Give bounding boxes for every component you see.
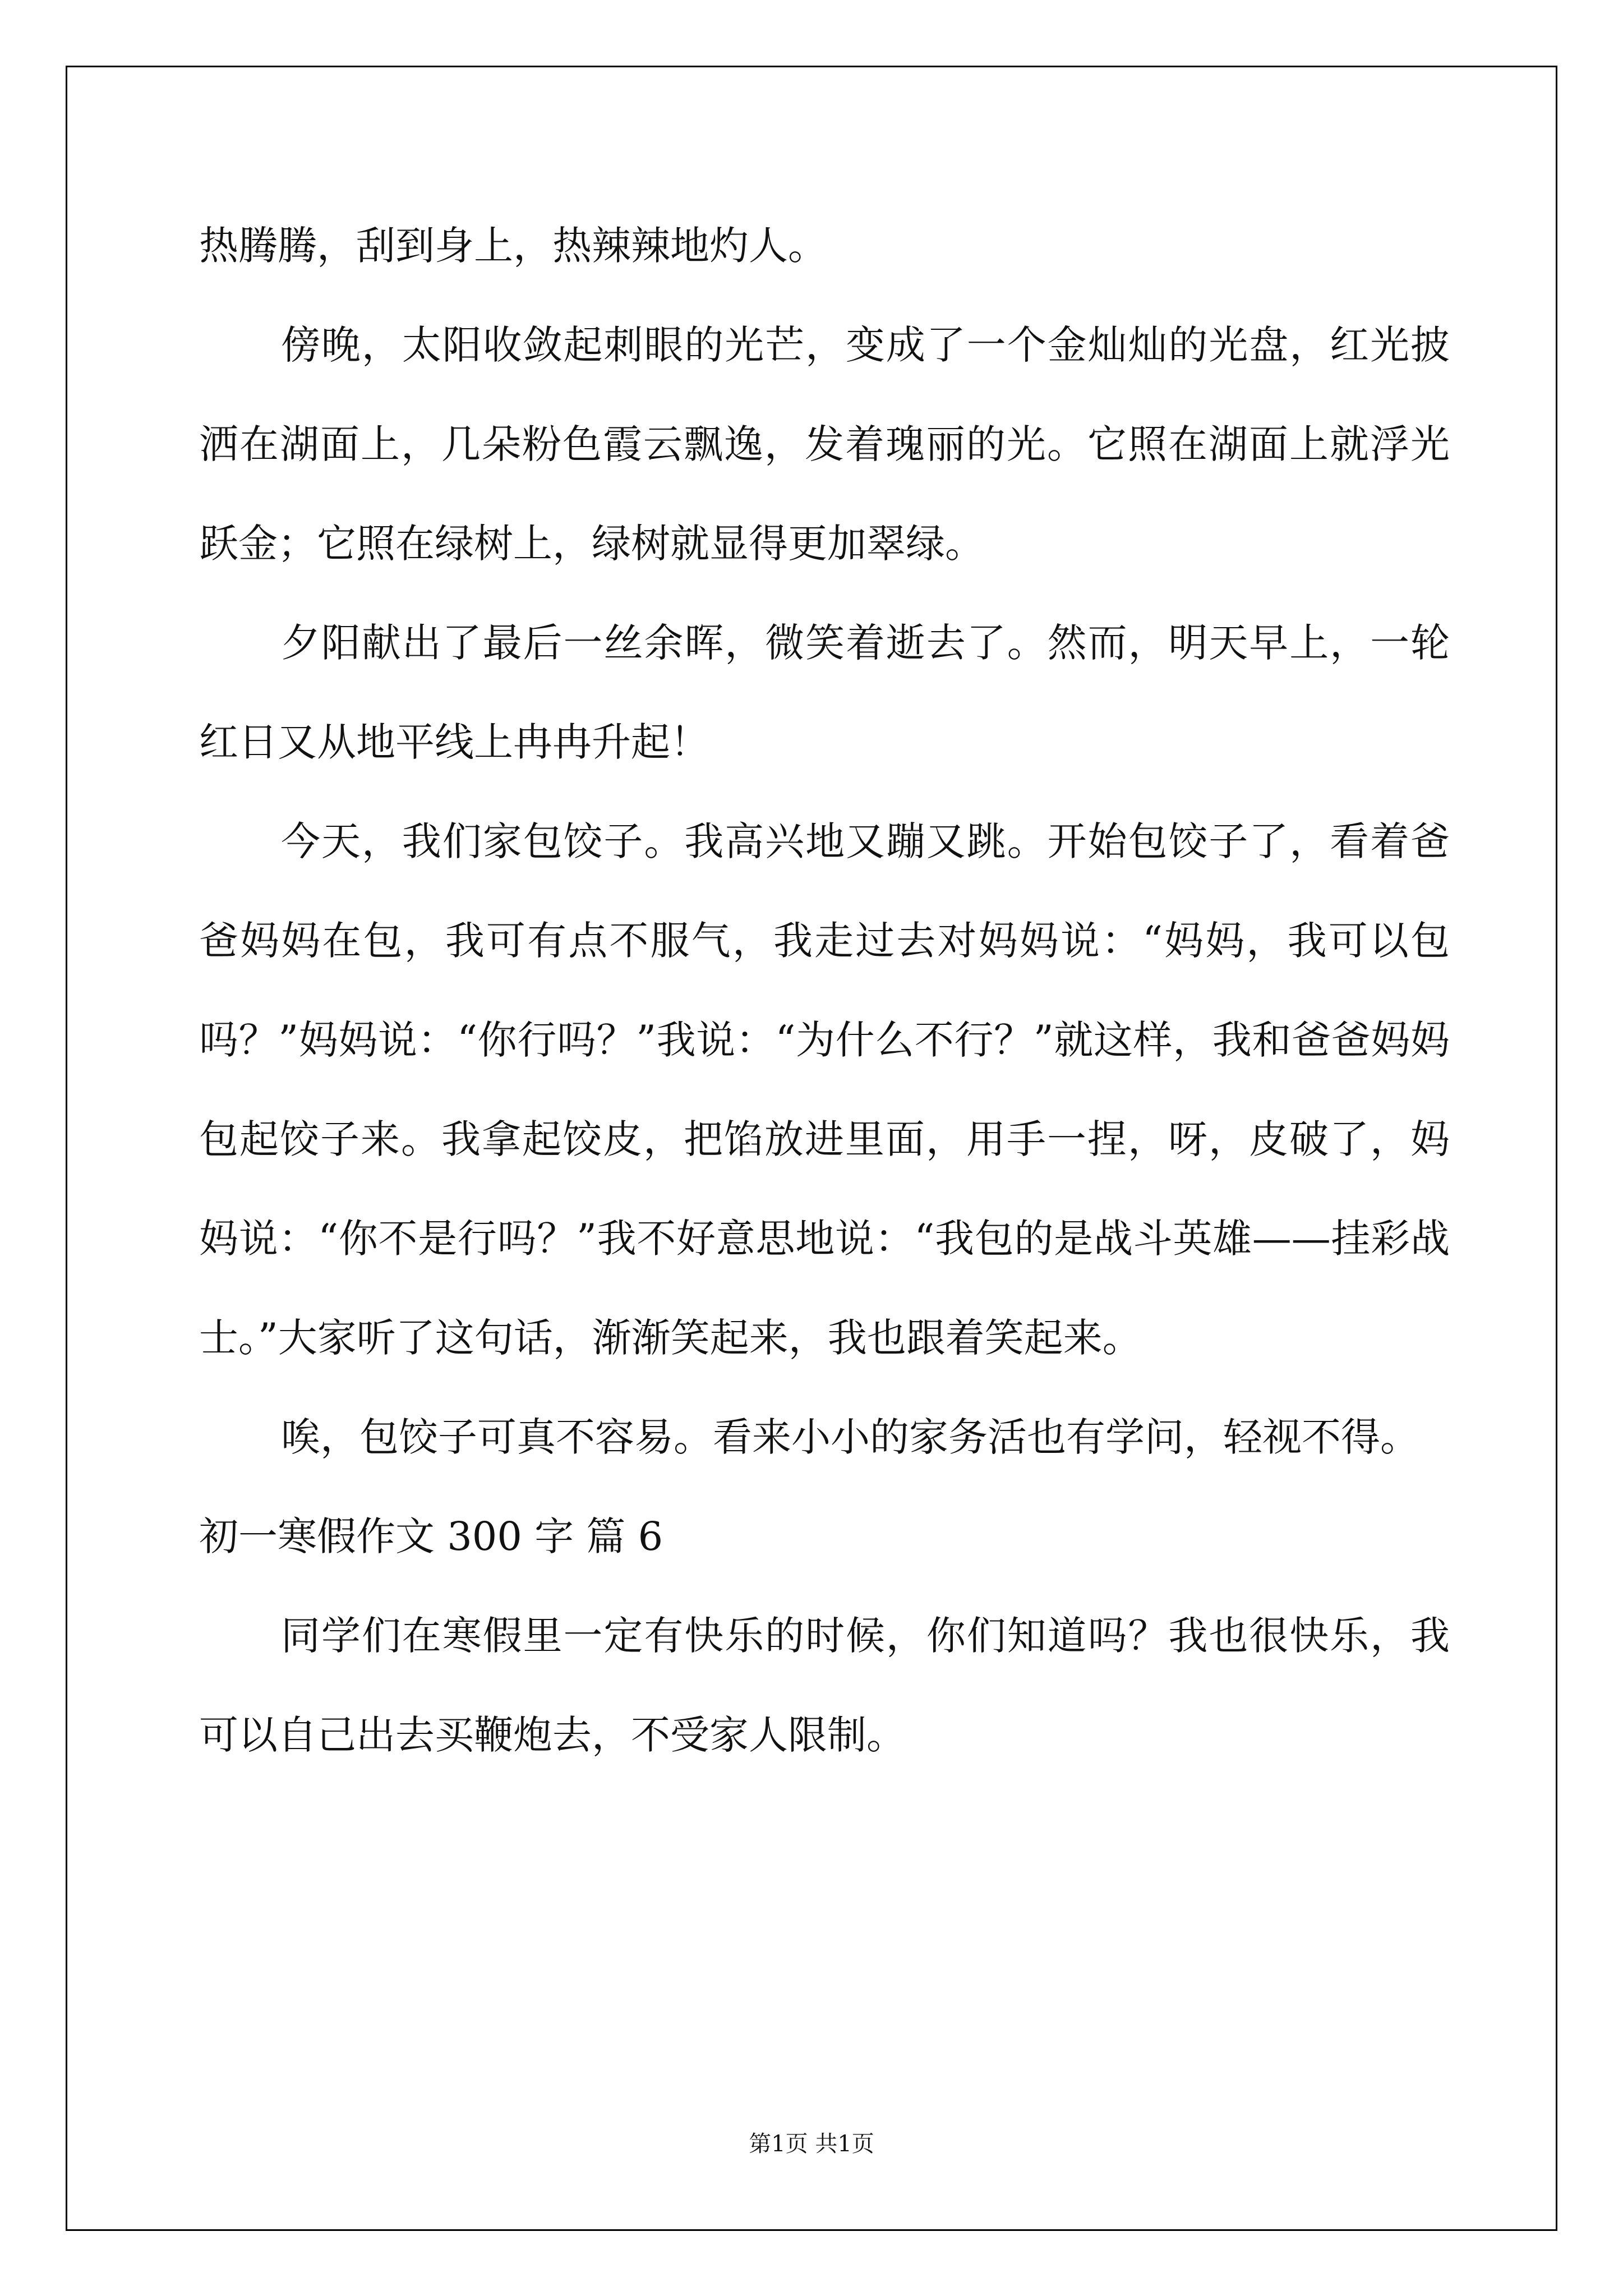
paragraph-3: 夕阳献出了最后一丝余晖，微笑着逝去了。然而，明天早上，一轮红日又从地平线上冉冉升起！: [199, 620, 1450, 765]
paragraph-1: 热腾腾，刮到身上，热辣辣地灼人。: [199, 223, 827, 269]
paragraph-5: 唉，包饺子可真不容易。看来小小的家务活也有学问，轻视不得。: [281, 1414, 1419, 1460]
document-body: [199, 196, 1450, 1785]
section-heading: 初一寒假作文 300 字 篇 6: [199, 1513, 663, 1559]
page-number-footer: 第1页 共1页: [749, 2131, 874, 2157]
paragraph-6: 同学们在寒假里一定有快乐的时候，你们知道吗？我也很快乐，我可以自己出去买鞭炮去，不受家人限制。: [199, 1613, 1450, 1758]
paragraph-4: 今天，我们家包饺子。我高兴地又蹦又跳。开始包饺子了，看着爸爸妈妈在包，我可有点不服气，我走过去对妈妈说：“妈妈，我可以包吗？”妈妈说：“你行吗？”我说：“为什么不行？”就这样，我和爸爸妈妈包起饺子来。我拿起饺皮，把馅放进里面，用手一捏，呀，皮破了，妈妈说：“你不是行吗？”我不好意思地说：“我包的是战斗英雄——挂彩战士。”大家听了这句话，渐渐笑起来，我也跟着笑起来。: [199, 818, 1450, 1361]
paragraph-2: 傍晚，太阳收敛起刺眼的光芒，变成了一个金灿灿的光盘，红光披洒在湖面上，几朵粉色霞云飘逸，发着瑰丽的光。它照在湖面上就浮光跃金；它照在绿树上，绿树就显得更加翠绿。: [199, 322, 1450, 567]
